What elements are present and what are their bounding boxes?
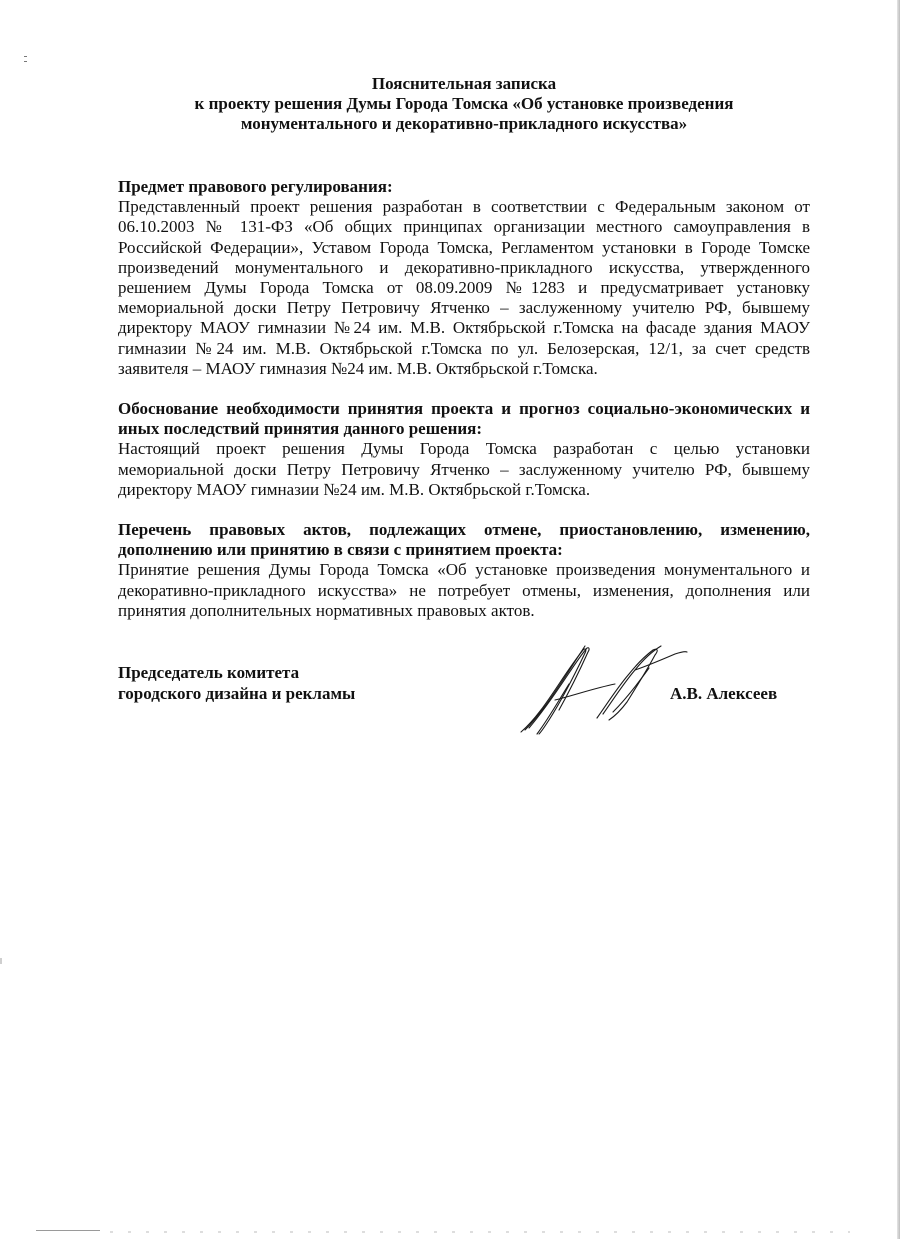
section-heading: Обоснование необходимости принятия проекта и прогноз социально-экономических и иных последствий принятия данного решения: bbox=[118, 399, 810, 439]
signer-position-line: Председатель комитета bbox=[118, 663, 300, 682]
scan-mark bbox=[24, 56, 27, 68]
scan-edge bbox=[36, 1230, 100, 1231]
signer-position bbox=[118, 662, 355, 704]
section-legal-subject bbox=[118, 177, 810, 379]
section-body: Принятие решения Думы Города Томска «Об установке произведения монументального и декоративно-прикладного искусства» не потребует отмены, изменения, дополнения или принятия дополнительных нормативных правовых актов. bbox=[118, 560, 810, 620]
title-line: Пояснительная записка bbox=[371, 74, 557, 93]
section-body: Настоящий проект решения Думы Города Томска разработан с целью установки мемориальной доски Петру Петровичу Ятченко – заслуженному учителю РФ, бывшему директору МАОУ гимназии №24 им. М.В. Октябрьской г.Томска. bbox=[118, 439, 810, 499]
signer-name: А.В. Алексеев bbox=[670, 684, 778, 703]
title-line: к проекту решения Думы Города Томска «Об установке произведения bbox=[194, 94, 734, 113]
section-legal-acts bbox=[118, 520, 810, 621]
section-body: Представленный проект решения разработан в соответствии с Федеральным законом от 06.10.2003 № 131-ФЗ «Об общих принципах организации местного самоуправления в Российской Федерации», Уставом Города Томска, Регламентом установки в Городе Томске произведений монументального и декоративно-прикладного искусства, утвержденного решением Думы Города Томска от 08.09.2009 №1283 и предусматривает установку мемориальной доски Петру Петровичу Ятченко – заслуженному учителю РФ, бывшему директору МАОУ гимназии №24 им. М.В. Октябрьской г.Томска на фасаде здания МАОУ гимназии №24 им. М.В. Октябрьской г.Томска по ул. Белозерская, 12/1, за счет средств заявителя – МАОУ гимназия №24 им. М.В. Октябрьской г.Томска. bbox=[118, 197, 810, 378]
section-heading: Предмет правового регулирования: bbox=[118, 177, 393, 196]
signer-position-line: городского дизайна и рекламы bbox=[118, 684, 356, 703]
document-title bbox=[118, 74, 810, 134]
scan-mark bbox=[0, 958, 2, 964]
handwritten-signature bbox=[515, 640, 695, 740]
title-line: монументального и декоративно-прикладного искусства» bbox=[240, 114, 688, 133]
section-heading: Перечень правовых актов, подлежащих отмене, приостановлению, изменению, дополнению или принятию в связи с принятием проекта: bbox=[118, 520, 810, 560]
section-justification bbox=[118, 399, 810, 500]
scan-edge bbox=[110, 1231, 850, 1233]
